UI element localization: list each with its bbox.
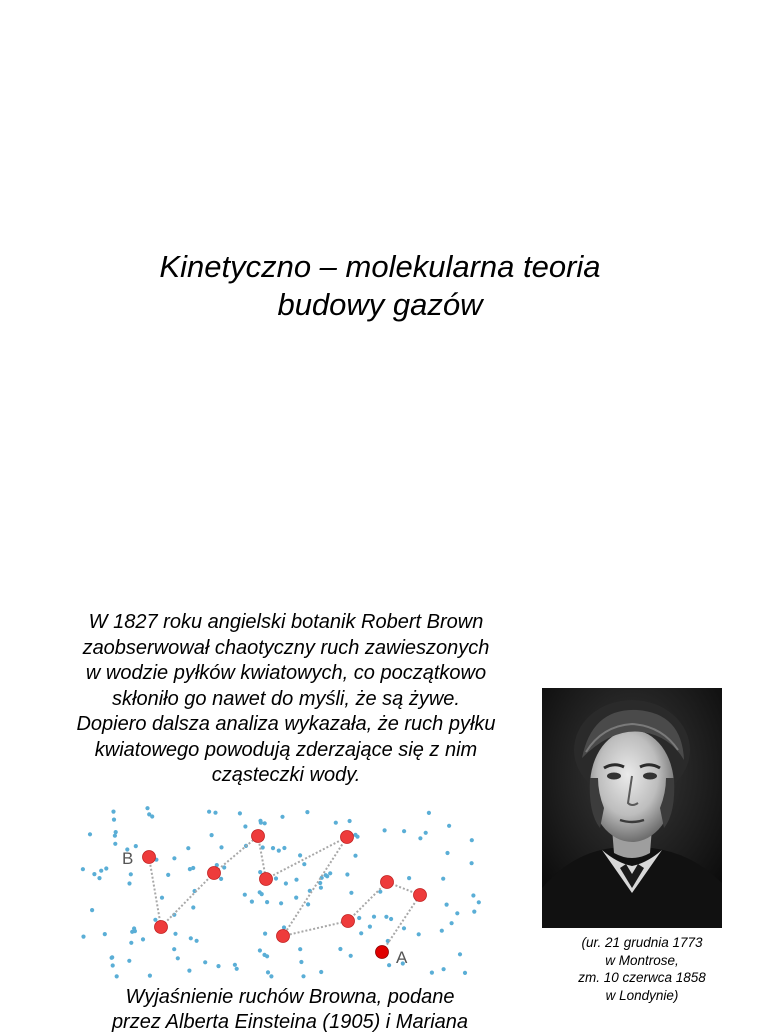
brownian-motion-diagram bbox=[70, 800, 500, 985]
water-molecule bbox=[114, 830, 118, 834]
water-molecule bbox=[445, 851, 449, 855]
water-molecule bbox=[349, 954, 353, 958]
water-molecule bbox=[384, 915, 388, 919]
water-molecule bbox=[407, 876, 411, 880]
water-molecule bbox=[455, 911, 459, 915]
particle-end bbox=[376, 946, 389, 959]
water-molecule bbox=[266, 970, 270, 974]
water-molecule bbox=[324, 873, 328, 877]
water-molecule bbox=[216, 964, 220, 968]
water-molecule bbox=[97, 876, 101, 880]
water-molecule bbox=[299, 960, 303, 964]
water-molecule bbox=[147, 812, 151, 816]
water-molecule bbox=[243, 893, 247, 897]
water-molecule bbox=[233, 963, 237, 967]
water-molecule bbox=[402, 829, 406, 833]
robert-brown-portrait bbox=[542, 688, 722, 928]
water-molecule bbox=[284, 881, 288, 885]
water-molecule bbox=[172, 947, 176, 951]
intro-line: kwiatowego powodują zderzające się z nim bbox=[94, 738, 478, 761]
water-molecule bbox=[318, 881, 322, 885]
water-molecule bbox=[445, 903, 449, 907]
water-molecule bbox=[104, 866, 108, 870]
water-molecule bbox=[81, 935, 85, 939]
water-molecule bbox=[305, 810, 309, 814]
water-molecule bbox=[210, 833, 214, 837]
water-molecule bbox=[191, 905, 195, 909]
intro-line: cząsteczki wody. bbox=[211, 764, 361, 786]
water-molecule bbox=[207, 810, 211, 814]
water-molecule bbox=[172, 856, 176, 860]
end-label: A bbox=[396, 948, 408, 967]
water-molecule bbox=[334, 821, 338, 825]
water-molecule bbox=[306, 902, 310, 906]
explanation-line: przez Alberta Einsteina (1905) i Mariana bbox=[111, 1011, 469, 1033]
water-molecule bbox=[319, 886, 323, 890]
water-molecule bbox=[442, 967, 446, 971]
water-molecule bbox=[441, 877, 445, 881]
water-molecule bbox=[115, 974, 119, 978]
water-molecule bbox=[269, 974, 273, 978]
water-molecule bbox=[238, 811, 242, 815]
water-molecule bbox=[148, 974, 152, 978]
portrait-caption bbox=[542, 934, 742, 1004]
water-molecule bbox=[111, 963, 115, 967]
water-molecule bbox=[195, 939, 199, 943]
water-molecule bbox=[176, 956, 180, 960]
water-molecule bbox=[417, 932, 421, 936]
particle-position bbox=[414, 889, 427, 902]
water-molecule bbox=[103, 932, 107, 936]
water-molecule bbox=[134, 844, 138, 848]
water-molecule bbox=[113, 842, 117, 846]
water-molecule bbox=[463, 971, 467, 975]
water-molecule bbox=[298, 947, 302, 951]
water-molecule bbox=[191, 866, 195, 870]
caption-line: w Londynie) bbox=[605, 987, 679, 1003]
water-molecule bbox=[470, 838, 474, 842]
water-molecule bbox=[348, 819, 352, 823]
start-label: B bbox=[122, 849, 134, 868]
water-molecule bbox=[262, 953, 266, 957]
water-molecule bbox=[173, 932, 177, 936]
water-molecule bbox=[129, 872, 133, 876]
caption-line: w Montrose, bbox=[605, 952, 679, 968]
water-molecule bbox=[111, 810, 115, 814]
water-molecule bbox=[345, 872, 349, 876]
explanation-line: Wyjaśnienie ruchów Browna, podane bbox=[125, 986, 455, 1008]
water-molecule bbox=[378, 890, 382, 894]
intro-line: W 1827 roku angielski botanik Robert Brown bbox=[88, 611, 484, 633]
water-molecule bbox=[145, 806, 149, 810]
particle-position bbox=[155, 921, 168, 934]
slide-title bbox=[60, 248, 700, 324]
particle-position bbox=[252, 830, 265, 843]
water-molecule bbox=[470, 861, 474, 865]
water-molecule bbox=[372, 915, 376, 919]
water-molecule bbox=[298, 853, 302, 857]
intro-line: skłoniło go nawet do myśli, że są żywe. bbox=[112, 687, 460, 710]
water-molecule bbox=[280, 815, 284, 819]
water-molecule bbox=[402, 926, 406, 930]
water-molecule bbox=[294, 896, 298, 900]
water-molecule bbox=[338, 947, 342, 951]
water-molecule bbox=[477, 900, 481, 904]
water-molecule bbox=[427, 811, 431, 815]
water-molecule bbox=[302, 862, 306, 866]
water-molecule bbox=[440, 929, 444, 933]
water-molecule bbox=[265, 900, 269, 904]
water-molecule bbox=[213, 811, 217, 815]
water-molecule bbox=[189, 936, 193, 940]
slide-title-line-1: Kinetyczno – molekularna teoria bbox=[159, 249, 601, 284]
water-molecule bbox=[387, 963, 391, 967]
caption-line: (ur. 21 grudnia 1773 bbox=[581, 935, 703, 950]
water-molecule bbox=[450, 921, 454, 925]
water-molecule bbox=[110, 956, 114, 960]
water-molecule bbox=[472, 910, 476, 914]
water-molecule bbox=[447, 824, 451, 828]
water-molecule bbox=[258, 948, 262, 952]
water-molecule bbox=[430, 971, 434, 975]
water-molecule bbox=[349, 891, 353, 895]
water-molecule bbox=[258, 870, 262, 874]
water-molecule bbox=[187, 969, 191, 973]
slide-title-line-2: budowy gazów bbox=[277, 287, 483, 322]
water-molecule bbox=[132, 926, 136, 930]
explanation-heading bbox=[40, 985, 540, 1035]
water-molecule bbox=[259, 821, 263, 825]
water-molecule bbox=[99, 869, 103, 873]
intro-paragraph bbox=[36, 610, 536, 789]
intro-line: zaobserwował chaotyczny ruch zawieszonych bbox=[82, 636, 490, 659]
water-molecule bbox=[294, 878, 298, 882]
water-molecule bbox=[166, 873, 170, 877]
water-molecule bbox=[319, 970, 323, 974]
water-molecule bbox=[92, 872, 96, 876]
water-molecule bbox=[277, 849, 281, 853]
water-molecule bbox=[127, 881, 131, 885]
intro-line: Dopiero dalsza analiza wykazała, że ruch pyłku bbox=[76, 713, 496, 735]
particle-position bbox=[341, 831, 354, 844]
particle-position bbox=[277, 930, 290, 943]
particle-position bbox=[381, 876, 394, 889]
water-molecule bbox=[263, 932, 267, 936]
water-molecule bbox=[81, 867, 85, 871]
water-molecule bbox=[235, 967, 239, 971]
water-molecule bbox=[112, 818, 116, 822]
water-molecule bbox=[219, 845, 223, 849]
water-molecule bbox=[368, 925, 372, 929]
water-molecule bbox=[153, 918, 157, 922]
caption-line: zm. 10 czerwca 1858 bbox=[578, 970, 706, 985]
water-molecule bbox=[90, 908, 94, 912]
particle-position bbox=[260, 873, 273, 886]
water-molecule bbox=[129, 941, 133, 945]
water-molecule bbox=[359, 931, 363, 935]
water-molecule bbox=[471, 893, 475, 897]
water-molecule bbox=[203, 960, 207, 964]
water-molecule bbox=[424, 831, 428, 835]
water-molecule bbox=[88, 832, 92, 836]
brownian-motion-svg bbox=[70, 800, 500, 985]
water-molecule bbox=[279, 901, 283, 905]
water-molecule bbox=[355, 835, 359, 839]
water-molecule bbox=[383, 828, 387, 832]
water-molecule bbox=[301, 974, 305, 978]
water-molecule bbox=[243, 824, 247, 828]
water-molecule bbox=[219, 877, 223, 881]
water-molecule bbox=[389, 917, 393, 921]
water-molecule bbox=[282, 846, 286, 850]
water-molecule bbox=[282, 925, 286, 929]
water-molecule bbox=[274, 876, 278, 880]
particle-position bbox=[342, 915, 355, 928]
water-molecule bbox=[353, 854, 357, 858]
intro-line: w wodzie pyłków kwiatowych, co początkowo bbox=[85, 662, 487, 684]
water-molecule bbox=[258, 890, 262, 894]
water-molecule bbox=[250, 900, 254, 904]
water-molecule bbox=[113, 834, 117, 838]
particle-start bbox=[143, 851, 156, 864]
water-molecule bbox=[186, 846, 190, 850]
water-molecule bbox=[418, 836, 422, 840]
water-molecule bbox=[458, 952, 462, 956]
water-molecule bbox=[271, 846, 275, 850]
water-molecule bbox=[141, 937, 145, 941]
water-molecule bbox=[263, 821, 267, 825]
portrait-drawing bbox=[542, 688, 722, 928]
water-molecule bbox=[160, 896, 164, 900]
particle-position bbox=[208, 867, 221, 880]
water-molecule bbox=[357, 916, 361, 920]
water-molecule bbox=[127, 959, 131, 963]
water-molecule bbox=[328, 871, 332, 875]
